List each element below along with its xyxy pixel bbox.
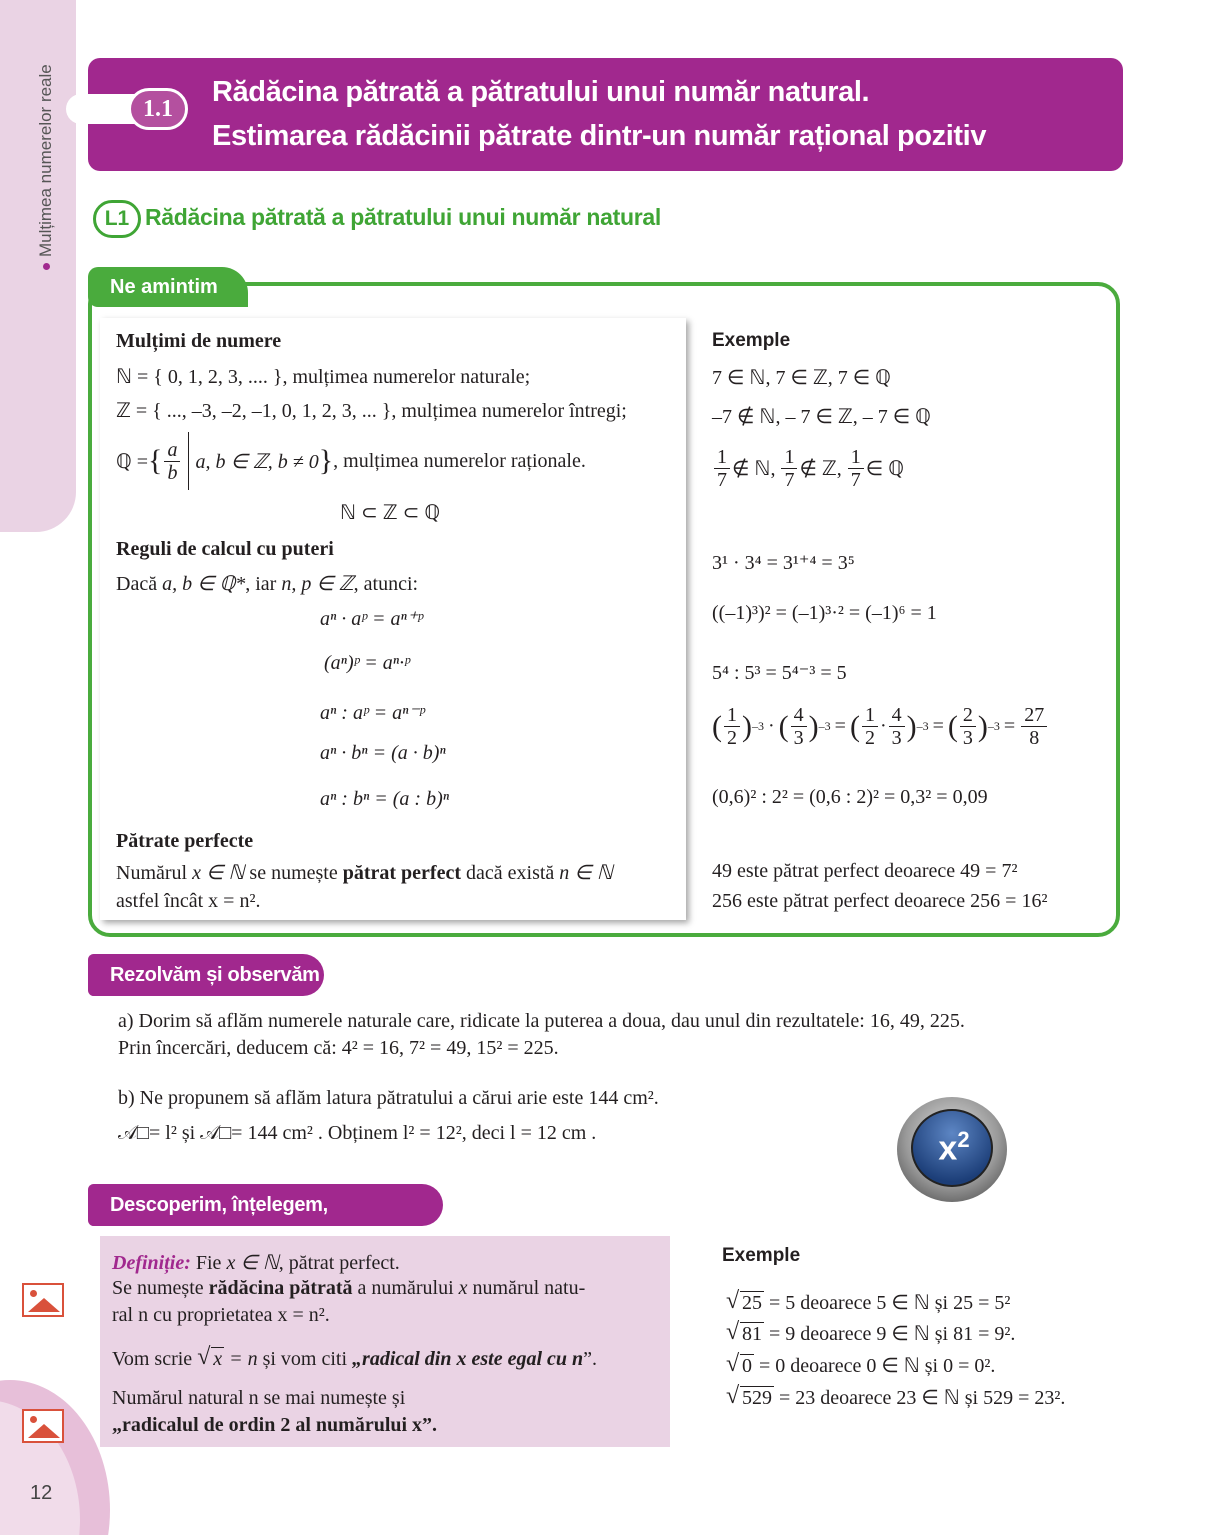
observe-a-line-1: a) Dorim să aflăm numerele naturale care, ridicate la puterea a doua, dau unul din rezultatele: 16, 49, 225. <box>118 1010 965 1032</box>
title-line-2: Estimarea rădăcinii pătrate dintr-un număr rațional pozitiv <box>212 120 987 152</box>
example-power-2: ((–1)³)² = (–1)³·² = (–1)⁶ = 1 <box>712 602 937 624</box>
example-square-2: 256 este pătrat perfect deoarece 256 = 16² <box>712 890 1048 912</box>
page-number: 12 <box>30 1482 53 1504</box>
observe-a-line-2: Prin încercări, deducem că: 4² = 16, 7² = 49, 15² = 225. <box>118 1037 559 1059</box>
lesson-title: Rădăcina pătrată a pătratului unui număr natural <box>145 204 661 230</box>
example-square-1: 49 este pătrat perfect deoarece 49 = 7² <box>712 860 1018 882</box>
example-power-3: 5⁴ : 5³ = 5⁴⁻³ = 5 <box>712 662 847 684</box>
power-rule-4: aⁿ · bⁿ = (a · b)ⁿ <box>320 742 446 764</box>
bullet-icon <box>43 263 50 270</box>
sidebar-chapter: Mulțimea numerelor reale <box>36 64 56 270</box>
examples-heading: Exemple <box>712 330 791 351</box>
image-icon[interactable] <box>22 1409 64 1443</box>
observe-tab: Rezolvăm și observăm <box>88 954 324 996</box>
definition-line-6: „radicalul de ordin 2 al numărului x”. <box>112 1414 438 1436</box>
n-definition: ℕ = { 0, 1, 2, 3, .... }, mulțimea numerelor naturale; <box>116 366 531 388</box>
definition-line-4: Vom scrie √ x = n și vom citi „radical din x este egal cu n”. <box>112 1348 597 1371</box>
power-rule-2: (aⁿ)ᵖ = aⁿ·ᵖ <box>324 652 410 674</box>
power-rule-3: aⁿ : aᵖ = aⁿ⁻ᵖ <box>320 702 425 724</box>
squares-heading: Pătrate perfecte <box>116 830 254 852</box>
discover-tab: Descoperim, înțelegem, <box>88 1184 443 1226</box>
lesson-badge: L1 <box>93 200 141 238</box>
definition-line-5: Numărul natural n se mai numește și <box>112 1387 406 1409</box>
example-membership-3: $\frac{1}{7}$ ∉ ℕ, $\frac{1}{7}$ ∉ ℤ, $\frac{1}{7}$ ∈ ℚ <box>712 446 904 491</box>
sqrt-example-3: √ 0 = 0 deoarece 0 ∈ ℕ și 0 = 0². <box>726 1353 995 1378</box>
section-number: 1.1 <box>128 88 188 130</box>
x-squared-icon: $x^2$ <box>897 1097 1007 1202</box>
definition-line-3: ral n cu proprietatea x = n². <box>112 1304 330 1326</box>
page-title <box>212 70 1112 158</box>
set-inclusion: ℕ ⊂ ℤ ⊂ ℚ <box>340 502 441 524</box>
observe-b-line-2: 𝒜□= l² și 𝒜□= 144 cm² . Obținem l² = 12², deci l = 12 cm . <box>118 1122 597 1144</box>
sets-heading: Mulțimi de numere <box>116 330 282 352</box>
q-definition: ℚ = { $\frac{a}{b}$ a, b ∈ ℤ, b ≠ 0 } , mulțimea numerelor raționale. <box>116 428 586 494</box>
z-definition: ℤ = { ..., –3, –2, –1, 0, 1, 2, 3, ... }, mulțimea numerelor întregi; <box>116 400 627 422</box>
sqrt-example-1: √ 25 = 5 deoarece 5 ∈ ℕ și 25 = 5² <box>726 1290 1010 1315</box>
example-membership-2: –7 ∉ ℕ, – 7 ∈ ℤ, – 7 ∈ ℚ <box>712 406 931 428</box>
squares-line-2: astfel încât x = n². <box>116 890 261 912</box>
example-power-5: (0,6)² : 2² = (0,6 : 2)² = 0,3² = 0,09 <box>712 786 988 808</box>
sqrt-example-2: √ 81 = 9 deoarece 9 ∈ ℕ și 81 = 9². <box>726 1321 1015 1346</box>
discover-examples-heading: Exemple <box>722 1245 801 1266</box>
sqrt-example-4: √ 529 = 23 deoarece 23 ∈ ℕ și 529 = 23². <box>726 1385 1065 1410</box>
recall-tab: Ne amintim <box>88 267 248 307</box>
squares-line-1: Numărul x ∈ ℕ se numește pătrat perfect dacă există n ∈ ℕ <box>116 862 613 884</box>
power-rule-1: aⁿ · aᵖ = aⁿ⁺ᵖ <box>320 608 423 630</box>
powers-heading: Reguli de calcul cu puteri <box>116 538 334 560</box>
definition-line-2: Se numește rădăcina pătrată a numărului x numărul natu- <box>112 1277 586 1299</box>
power-rule-5: aⁿ : bⁿ = (a : b)ⁿ <box>320 788 450 810</box>
example-membership-1: 7 ∈ ℕ, 7 ∈ ℤ, 7 ∈ ℚ <box>712 367 891 389</box>
powers-intro: Dacă a, b ∈ ℚ*, iar n, p ∈ ℤ, atunci: <box>116 573 419 595</box>
example-power-1: 3¹ · 3⁴ = 3¹⁺⁴ = 3⁵ <box>712 552 855 574</box>
observe-b-line-1: b) Ne propunem să aflăm latura pătratului a cărui arie este 144 cm². <box>118 1087 659 1109</box>
title-line-1: Rădăcina pătrată a pătratului unui număr natural. <box>212 76 870 108</box>
image-icon[interactable] <box>22 1283 64 1317</box>
definition-line-1: Definiție: Fie x ∈ ℕ, pătrat perfect. <box>112 1252 400 1274</box>
example-power-4: ( $\frac{1}{2}$ ) –3 · ( $\frac{4}{3}$ ) –3 = ( $\frac{1}{2}$ · $\frac{4}{3}$ ) –3 = ( $\frac{2}{3}$ ) –3 = $\frac{27}{8}$ <box>712 704 1049 749</box>
